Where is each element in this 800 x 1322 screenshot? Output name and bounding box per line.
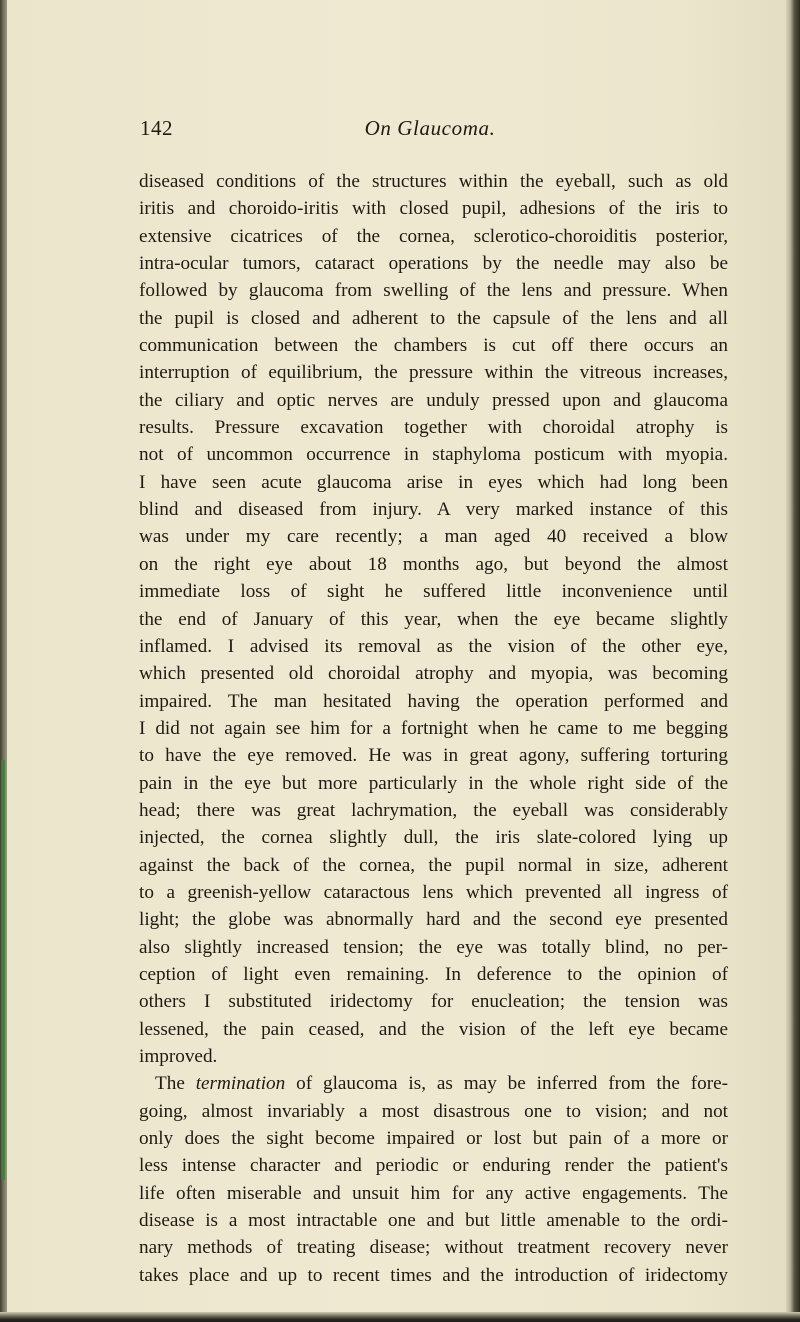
text-line: disease is a most intractable one and but little amenable to the ordi- [139,1210,728,1232]
text-line: I have seen acute glaucoma arise in eyes which had long been [139,471,728,493]
text-line: lessened, the pain ceased, and the vision of the left eye became [139,1018,728,1040]
text-line: on the right eye about 18 months ago, but beyond the almost [139,553,728,575]
paragraph-2 [139,1070,728,1289]
text-line: only does the sight become impaired or lost but pain of a more or [139,1128,728,1150]
text-line: inflamed. I advised its removal as the vision of the other eye, [139,635,728,657]
page-bottom-edge [0,1312,800,1322]
text-line: iritis and choroido-iritis with closed pupil, adhesions of the iris to [139,198,728,220]
text-line: not of uncommon occurrence in staphyloma posticum with myopia. [139,444,728,466]
text-line: ception of light even remaining. In deference to the opinion of [139,963,728,985]
text-line: life often miserable and unsuit him for any active engagements. The [139,1182,728,1204]
text-line: against the back of the cornea, the pupil normal in size, adherent [139,854,728,876]
text-line: improved. [139,1046,218,1067]
text-line: the pupil is closed and adherent to the capsule of the lens and all [139,307,728,329]
text-line: interruption of equilibrium, the pressure within the vitreous increases, [139,362,728,384]
text-run: The [155,1073,196,1095]
text-line: blind and diseased from injury. A very marked instance of this [139,499,728,521]
italic-term: termination [195,1073,286,1095]
text-line [139,1070,728,1097]
text-line: I did not again see him for a fortnight when he came to me begging [139,717,728,739]
text-line: impaired. The man hesitated having the operation performed and [139,690,728,712]
page-number: 142 [140,116,173,140]
page-outer-edge [786,0,800,1322]
text-line: the end of January of this year, when the eye became slightly [139,608,728,630]
text-line: followed by glaucoma from swelling of the lens and pressure. When [139,280,728,302]
text-line: results. Pressure excavation together with choroidal atrophy is [139,417,728,439]
running-title: On Glaucoma. [364,116,496,140]
text-line: head; there was great lachrymation, the eyeball was considerably [139,799,728,821]
text-line: to have the eye removed. He was in great agony, suffering torturing [139,745,728,767]
text-line: immediate loss of sight he suffered little inconvenience until [139,581,728,603]
text-line: nary methods of treating disease; without treatment recovery never [139,1237,728,1259]
text-line: going, almost invariably a most disastrous one to vision; and not [139,1100,728,1122]
text-line: was under my care recently; a man aged 40 received a blow [139,526,728,548]
text-line: the ciliary and optic nerves are unduly pressed upon and glaucoma [139,389,728,411]
text-line: light; the globe was abnormally hard and the second eye presented [139,909,728,931]
text-line: extensive cicatrices of the cornea, sclerotico-choroiditis posterior, [139,225,728,247]
text-line: others I substituted iridectomy for enucleation; the tension was [139,991,728,1013]
text-line: pain in the eye but more particularly in the whole right side of the [139,772,728,794]
text-line: less intense character and periodic or enduring render the patient's [139,1155,728,1177]
text-line: which presented old choroidal atrophy and myopia, was becoming [139,663,728,685]
text-run: of glaucoma is, as may be inferred from the fore- [285,1073,728,1095]
text-line: also slightly increased tension; the eye was totally blind, no per- [139,936,728,958]
text-line: intra-ocular tumors, cataract operations by the needle may also be [139,253,728,275]
page-header [140,116,720,144]
text-line: communication between the chambers is cut off there occurs an [139,335,728,357]
text-line: injected, the cornea slightly dull, the iris slate-colored lying up [139,827,728,849]
paragraph-1 [139,168,728,1070]
text-line: takes place and up to recent times and the introduction of iridectomy [139,1264,728,1286]
text-line: diseased conditions of the structures within the eyeball, such as old [139,171,728,192]
text-line: to a greenish-yellow cataractous lens which prevented all ingress of [139,881,728,903]
body-text [139,168,728,1289]
binding-color-strip [1,760,5,1180]
page-binding-edge [0,0,7,1322]
